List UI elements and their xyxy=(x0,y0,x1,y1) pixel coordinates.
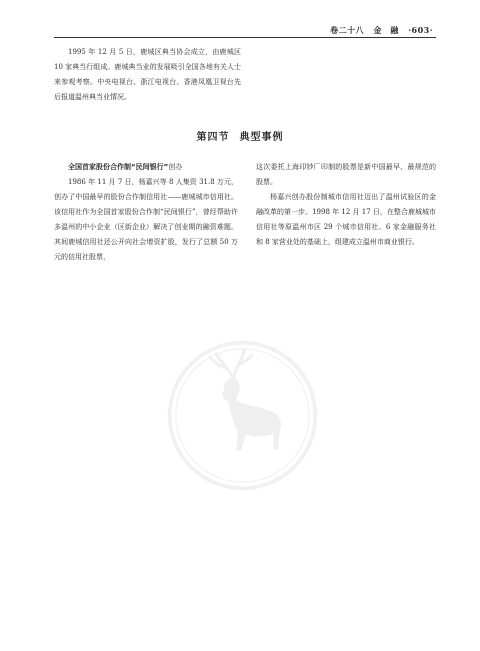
article-title xyxy=(68,160,238,175)
right-continuation: 这次委托上海印钞厂印制的股票是新中国最早、最规范的股票。 xyxy=(256,163,436,186)
intro-block xyxy=(54,45,241,105)
section-title: 典型事例 xyxy=(239,132,284,143)
right-column xyxy=(256,160,436,250)
header-rule xyxy=(54,37,436,38)
section-number: 第四节 xyxy=(196,132,230,143)
header-category: 金 融 xyxy=(373,25,399,35)
intro-paragraph: 1995 年 12 月 5 日，鹿城区典当协会成立，由鹿城区 10 家典当行组成。鹿城典当业的发展吸引全国各地有关人士来参观考察。中央电视台、浙江电视台、香港凤凰卫视台先后报道温州典当业情况。 xyxy=(54,48,241,101)
article-title-bold: 全国首家股份合作制“民间银行” xyxy=(68,163,169,171)
article-title-rest: 创办 xyxy=(168,163,183,171)
deer-watermark-icon xyxy=(165,338,320,493)
header-volume: 卷二十八 xyxy=(330,25,365,35)
section-heading xyxy=(0,128,480,143)
right-paragraph: 杨嘉兴创办股份制城市信用社迈出了温州试验区的金融改革的第一步。1998 年 12 月 17 日，在整合鹿城城市信用社等原温州市区 29 个城市信用社、6 家金融服务社和 8 家营业处的基础上，组建成立温州市商业银行。 xyxy=(256,193,436,246)
page-number: ·603· xyxy=(408,25,433,35)
left-paragraph: 1986 年 11 月 7 日，杨嘉兴等 8 人集资 31.8 万元，创办了中国最早的股份合作制信用社——鹿城城市信用社。该信用社作为全国首家股份合作制“民间银行”，曾经帮助许多温州的中小企业（区街企业）解决了创业期的融资难题。其间鹿城信用社还公开向社会增资扩股，发行了总额 50 万元的信用社股票， xyxy=(54,178,238,261)
left-column xyxy=(54,160,238,265)
running-header xyxy=(330,25,433,36)
